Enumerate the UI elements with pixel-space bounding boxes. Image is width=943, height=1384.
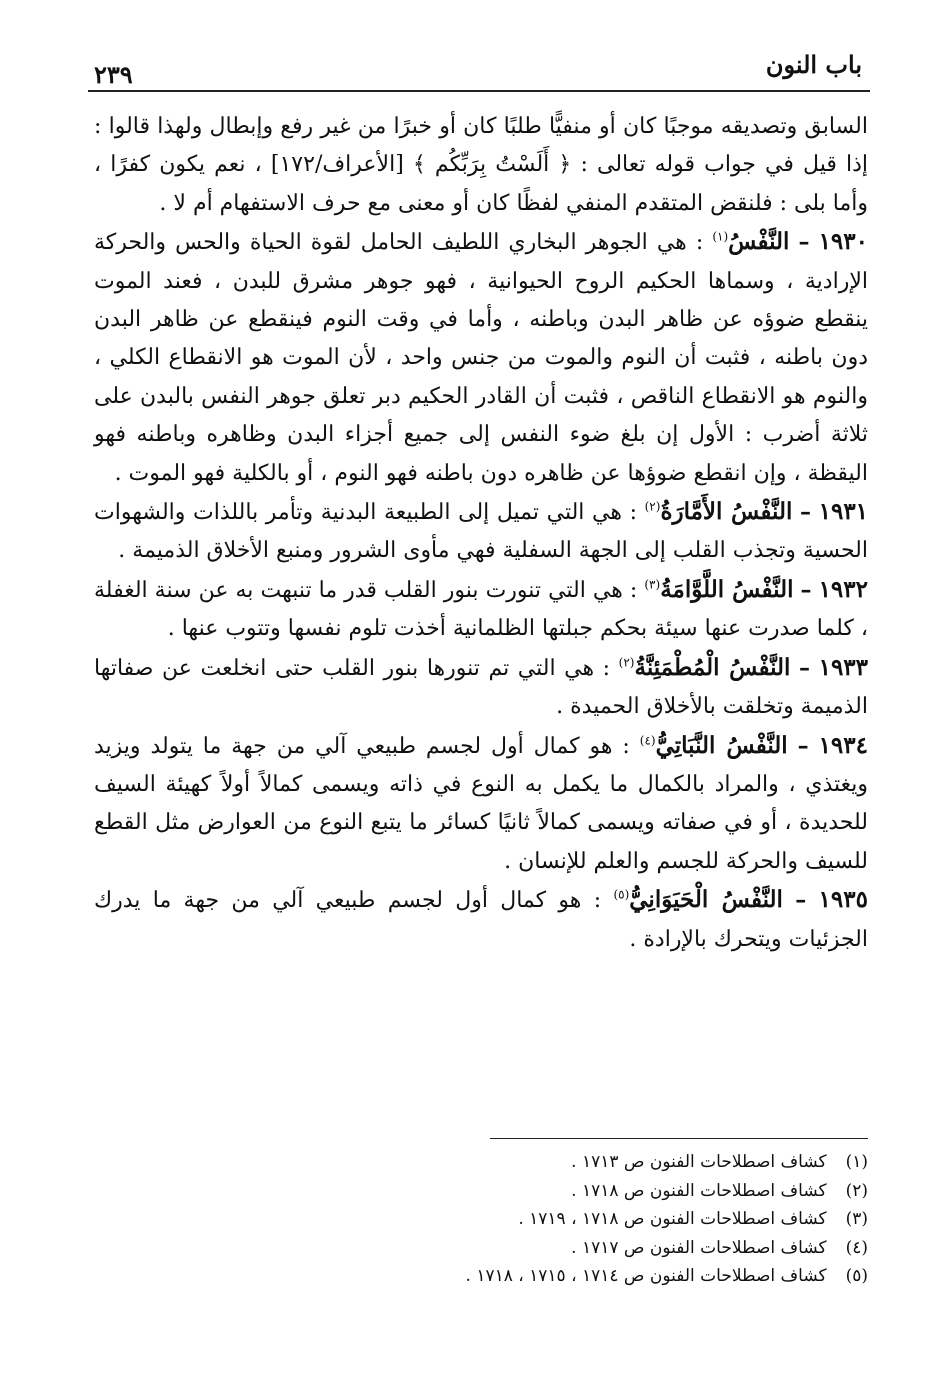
footnote-text: كشاف اصطلاحات الفنون ص ١٧١٨ ، ١٧١٩ . [518, 1209, 827, 1230]
entry-separator: – [800, 576, 812, 603]
entry-1932 [94, 571, 868, 649]
footnote-text: كشاف اصطلاحات الفنون ص ١٧١٧ . [571, 1237, 827, 1258]
entry-definition: : هي الجوهر البخاري اللطيف الحامل لقوة الحياة والحس والحركة الإرادية ، وسماها الحكيم الروح الحيوانية ، فهو جوهر مشرق للبدن ، فعند الموت ينقطع ضوؤه عن ظاهر البدن وباطنه ، وأما في وقت النوم فينقطع عن ظاهر البدن دون باطنه ، فثبت أن النوم والموت من جنس واحد ، لأن الموت هو الانقطاع الكلي ، والنوم هو الانقطاع الناقص ، فثبت أن القادر الحكيم دبر تعلق جوهر النفس بالبدن على ثلاثة أضرب : الأول إن بلغ ضوء النفس إلى جميع أجزاء البدن وظاهره وباطنه فهو اليقظة ، وإن انقطع ضوؤها عن ظاهره دون باطنه فهو النوم ، أو بالكلية فهو الموت . [94, 230, 868, 486]
footnote-marker: (٥) [845, 1266, 868, 1287]
entry-number: ١٩٣٥ [818, 886, 868, 914]
entry-term: النَّفْسُ الْحَيَوَانِيُّ [629, 886, 783, 914]
footnote-ref: (١) [712, 229, 729, 244]
footnote-ref: (٤) [639, 733, 656, 748]
footnote-marker: (٣) [845, 1209, 868, 1230]
entry-definition: : هو كمال أول لجسم طبيعي آلي من جهة ما يتولد ويزيد ويغتذي ، والمراد بالكمال ما يكمل به النوع في ذاته ويسمى كمالاً أولاً كهيئة السيف للحديدة ، أو في صفاته ويسمى كمالاً ثانيًا كسائر ما يتبع النوع من العوارض مثل القطع للسيف والحركة للجسم والعلم للإنسان . [94, 733, 868, 874]
entry-separator: – [799, 499, 811, 526]
entry-1933 [94, 649, 868, 727]
entry-separator: – [799, 654, 811, 681]
footnote-item [200, 1234, 868, 1263]
footnote-marker: (٤) [845, 1237, 868, 1258]
entry-separator: – [797, 732, 809, 759]
entry-number: ١٩٣٤ [818, 731, 868, 759]
footnote-marker: (٢) [845, 1180, 868, 1201]
entry-term: النَّفْسُ اللَّوَّامَةُ [660, 575, 794, 603]
main-text [94, 108, 868, 959]
entry-definition: : هي التي تم تنورها بنور القلب حتى انخلعت عن صفاتها الذميمة وتخلقت بالأخلاق الحميدة . [94, 655, 868, 720]
footnote-text: كشاف اصطلاحات الفنون ص ١٧١٨ . [571, 1180, 827, 1201]
footnote-ref: (٥) [613, 887, 630, 902]
page-header [88, 38, 870, 92]
footnote-text: كشاف اصطلاحات الفنون ص ١٧١٣ . [571, 1152, 827, 1172]
footnote-item [200, 1205, 868, 1234]
entry-number: ١٩٣٢ [818, 575, 868, 603]
footnote-item [200, 1262, 868, 1291]
entry-term: النَّفْسُ الْمُطْمَئِنَّةُ [634, 653, 791, 681]
footnotes [200, 1148, 868, 1291]
entry-term: النَّفْسُ [728, 228, 790, 256]
entry-separator: – [795, 887, 807, 914]
footnote-ref: (٢) [618, 655, 635, 670]
entry-1931 [94, 493, 868, 571]
entry-definition: : هو كمال أول لجسم طبيعي آلي من جهة ما يدرك الجزئيات ويتحرك بالإرادة . [94, 888, 868, 952]
footnote-item [200, 1177, 868, 1206]
entry-number: ١٩٣٣ [818, 653, 869, 681]
footnote-marker: (١) [845, 1152, 868, 1172]
footnote-ref: (٢) [644, 499, 661, 514]
footnote-text: كشاف اصطلاحات الفنون ص ١٧١٤ ، ١٧١٥ ، ١٧١٨ . [465, 1266, 827, 1287]
entry-number: ١٩٣٠ [818, 228, 868, 256]
page-number: ٢٣٩ [94, 60, 133, 89]
footnote-divider [490, 1138, 868, 1139]
entry-term: النَّفْسُ الأَمَّارَةُ [660, 498, 793, 526]
chapter-title: باب النون [765, 50, 862, 79]
footnote-item [200, 1148, 868, 1177]
entry-1934 [94, 727, 868, 882]
intro-paragraph: السابق وتصديقه موجبًا كان أو منفيًّا طلبًا كان أو خبرًا من غير رفع وإبطال ولهذا قالوا : إذا قيل في جواب قوله تعالى : ﴿ أَلَسْتُ بِرَبِّكُم ﴾ [الأعراف/١٧٢] ، نعم يكون كفرًا ، وأما بلى : فلنقض المتقدم المنفي لفظًا كان أو معنى مع حرف الاستفهام أم لا . [94, 114, 868, 216]
entry-separator: – [798, 229, 810, 256]
entry-definition: : هي التي تميل إلى الطبيعة البدنية وتأمر باللذات والشهوات الحسية وتجذب القلب إلى الجهة السفلية فهي مأوى الشرور ومنبع الأخلاق الذميمة . [94, 500, 868, 564]
entry-term: النَّفْسُ النَّبَاتِيُّ [655, 731, 788, 759]
entry-1935 [94, 881, 868, 959]
entry-definition: : هي التي تنورت بنور القلب قدر ما تنبهت به عن سنة الغفلة ، كلما صدرت عنها سيئة بحكم جبلتها الظلمانية أخذت تلوم نفسها وتتوب عنها . [94, 577, 868, 642]
entry-1930 [94, 223, 868, 493]
footnote-ref: (٣) [644, 577, 661, 592]
entry-number: ١٩٣١ [818, 498, 869, 526]
